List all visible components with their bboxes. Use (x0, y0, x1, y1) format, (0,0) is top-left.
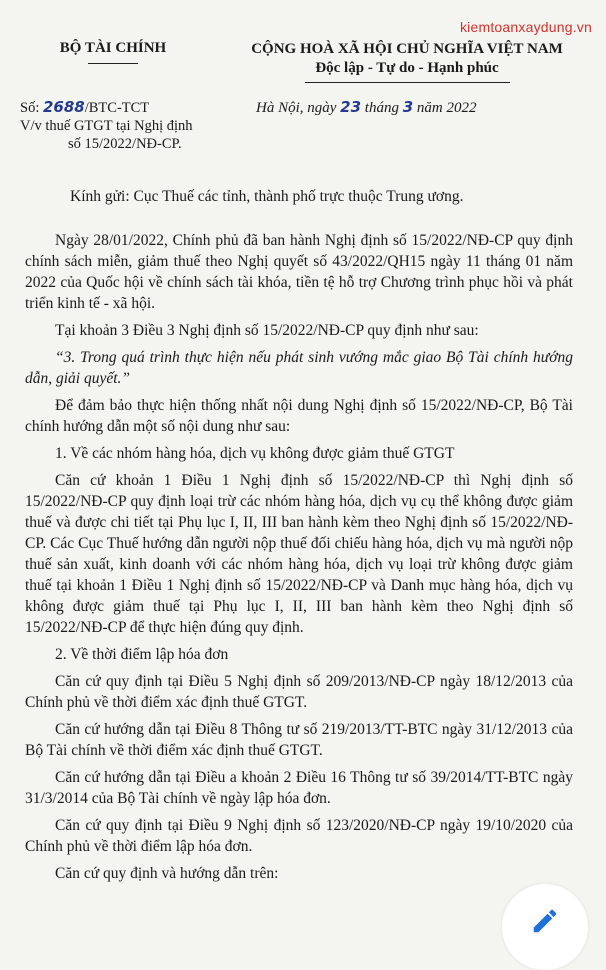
paragraph: Căn cứ quy định tại Điều 9 Nghị định số 123/2020/NĐ-CP ngày 19/10/2020 của Chính phủ về thời điểm lập hóa đơn. (25, 817, 573, 855)
paragraph: Căn cứ hướng dẫn tại Điều 8 Thông tư số 219/2013/TT-BTC ngày 31/12/2013 của Bộ Tài chính về thời điểm xác định thuế GTGT. (25, 721, 573, 759)
handwritten-number: 2688 (42, 98, 85, 116)
national-header (222, 40, 592, 83)
handwritten-month: 3 (402, 98, 414, 116)
subject-line-1: V/v thuế GTGT tại Nghị định (20, 118, 193, 134)
paragraph: Căn cứ hướng dẫn tại Điều a khoản 2 Điều 16 Thông tư số 39/2014/TT-BTC ngày 31/3/2014 của Bộ Tài chính về ngày lập hóa đơn. (25, 769, 573, 807)
year-text: năm 2022 (416, 100, 477, 116)
agency-underline (88, 63, 138, 64)
document-body (25, 230, 573, 890)
agency-name: BỘ TÀI CHÍNH (59, 40, 167, 56)
national-motto: Độc lập - Tự do - Hạnh phúc (315, 60, 499, 76)
number-suffix: /BTC-TCT (84, 100, 150, 116)
agency-header (28, 40, 198, 64)
document-number (20, 98, 193, 117)
issue-date (256, 98, 477, 117)
paragraph: Để đảm bảo thực hiện thống nhất nội dung Nghị định số 15/2022/NĐ-CP, Bộ Tài chính hướng dẫn một số nội dung như sau: (25, 397, 573, 435)
quoted-clause: “3. Trong quá trình thực hiện nếu phát sinh vướng mắc giao Bộ Tài chính hướng dẫn, giải quyết.” (25, 349, 573, 387)
paragraph: Căn cứ quy định tại Điều 5 Nghị định số 209/2013/NĐ-CP ngày 18/12/2013 của Chính phủ về thời điểm xác định thuế GTGT. (25, 673, 573, 711)
section-heading-2: 2. Về thời điểm lập hóa đơn (55, 646, 229, 663)
paragraph: Căn cứ quy định và hướng dẫn trên: (55, 865, 279, 882)
paragraph: Tại khoản 3 Điều 3 Nghị định số 15/2022/NĐ-CP quy định như sau: (55, 322, 479, 339)
section-heading-1: 1. Về các nhóm hàng hóa, dịch vụ không được giảm thuế GTGT (55, 445, 455, 462)
pencil-icon (530, 906, 560, 936)
number-label: Số: (20, 100, 40, 116)
watermark-text: kiemtoanxaydung.vn (459, 19, 592, 35)
edit-button[interactable] (502, 884, 588, 970)
paragraph: Căn cứ khoản 1 Điều 1 Nghị định số 15/2022/NĐ-CP thì Nghị định số 15/2022/NĐ-CP quy định loại trừ các nhóm hàng hóa, dịch vụ cụ thể không được giảm thuế và được chi tiết tại Phụ lục I, II, III ban hành kèm theo Nghị định số 15/2022/NĐ-CP. Các Cục Thuế hướng dẫn người nộp thuế đối chiếu hàng hóa, dịch vụ mà người nộp thuế sản xuất, kinh doanh với các nhóm hàng hóa, dịch vụ loại trừ không được giảm thuế tại khoản 1 Điều 1 Nghị định số 15/2022/NĐ-CP và Danh mục hàng hóa, dịch vụ không được giảm thuế tại Phụ lục I, II, III ban hành kèm theo Nghị định số 15/2022/NĐ-CP để thực hiện đúng quy định. (25, 472, 573, 636)
country-name: CỘNG HOÀ XÃ HỘI CHỦ NGHĨA VIỆT NAM (251, 41, 563, 57)
motto-underline (305, 82, 510, 83)
recipient-line: Kính gửi: Cục Thuế các tỉnh, thành phố trực thuộc Trung ương. (70, 188, 464, 205)
month-label: tháng (364, 100, 399, 116)
handwritten-day: 23 (340, 98, 362, 116)
date-prefix: Hà Nội, ngày (256, 100, 337, 116)
document-reference (20, 98, 193, 153)
subject-line-2: số 15/2022/NĐ-CP. (68, 136, 182, 152)
paragraph: Ngày 28/01/2022, Chính phủ đã ban hành Nghị định số 15/2022/NĐ-CP quy định chính sách miễn, giảm thuế theo Nghị quyết số 43/2022/QH15 ngày 11 tháng 01 năm 2022 của Quốc hội về chính sách tài khóa, tiền tệ hỗ trợ Chương trình phục hồi và phát triển kinh tế - xã hội. (25, 232, 573, 312)
